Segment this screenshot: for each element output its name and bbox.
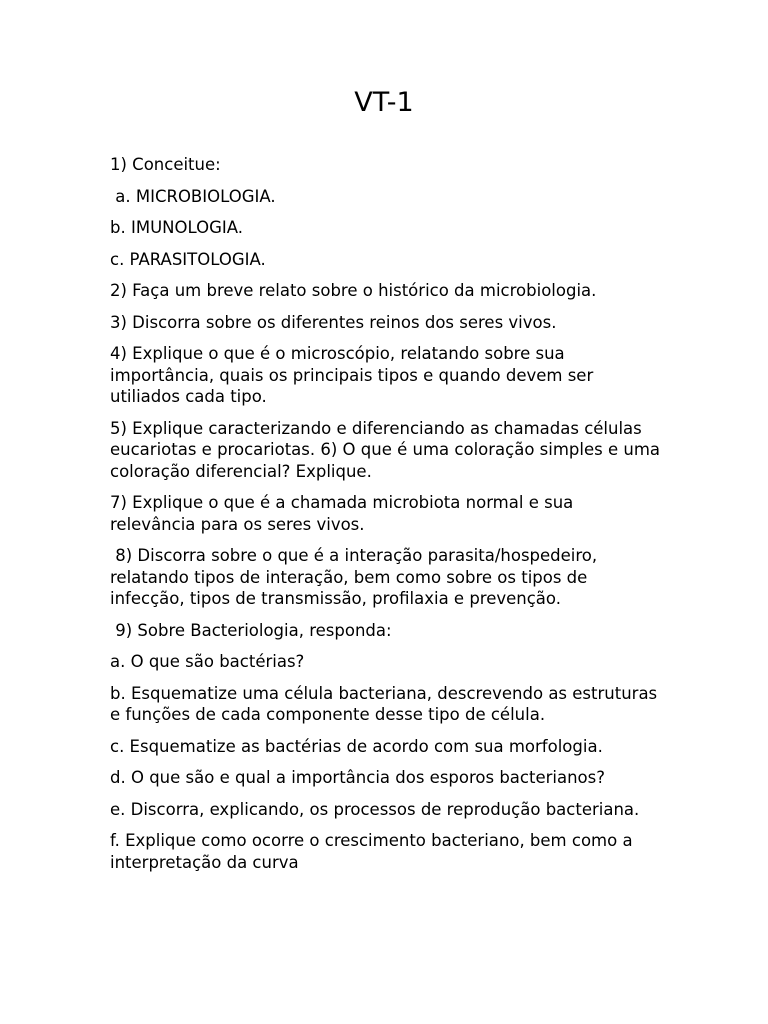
paragraph-9: 9) Sobre Bacteriologia, responda: <box>110 620 392 640</box>
paragraph-1c: c. PARASITOLOGIA. <box>110 249 266 269</box>
document-body <box>110 154 666 883</box>
paragraph-9b: b. Esquematize uma célula bacteriana, descrevendo as estruturas e funções de cada componente desse tipo de célula. <box>110 683 663 724</box>
paragraph-5-6: 5) Explique caracterizando e diferenciando as chamadas células eucariotas e procariotas. 6) O que é uma coloração simples e uma coloração diferencial? Explique. <box>110 418 666 481</box>
paragraph-1a: a. MICROBIOLOGIA. <box>110 186 276 206</box>
paragraph-8: 8) Discorra sobre o que é a interação parasita/hospedeiro, relatando tipos de interação, bem como sobre os tipos de infecção, tipos de transmissão, profilaxia e prevenção. <box>110 546 603 608</box>
paragraph-9d: d. O que são e qual a importância dos esporos bacterianos? <box>110 768 605 787</box>
paragraph-1b: b. IMUNOLOGIA. <box>110 218 243 237</box>
paragraph-7: 7) Explique o que é a chamada microbiota normal e sua relevância para os seres vivos. <box>110 493 579 534</box>
paragraph-9f: f. Explique como ocorre o crescimento bacteriano, bem como a interpretação da curva <box>110 831 638 872</box>
document-title: VT-1 <box>354 87 414 118</box>
paragraph-3: 3) Discorra sobre os diferentes reinos dos seres vivos. <box>110 312 557 332</box>
paragraph-9c: c. Esquematize as bactérias de acordo com sua morfologia. <box>110 736 603 756</box>
paragraph-9e: e. Discorra, explicando, os processos de reprodução bacteriana. <box>110 799 640 819</box>
paragraph-4: 4) Explique o que é o microscópio, relatando sobre sua importância, quais os principais tipos e quando devem ser utiliados cada tipo. <box>110 344 599 406</box>
paragraph-2: 2) Faça um breve relato sobre o histórico da microbiologia. <box>110 281 597 300</box>
paragraph-9a: a. O que são bactérias? <box>110 652 305 671</box>
paragraph-1: 1) Conceitue: <box>110 155 221 174</box>
